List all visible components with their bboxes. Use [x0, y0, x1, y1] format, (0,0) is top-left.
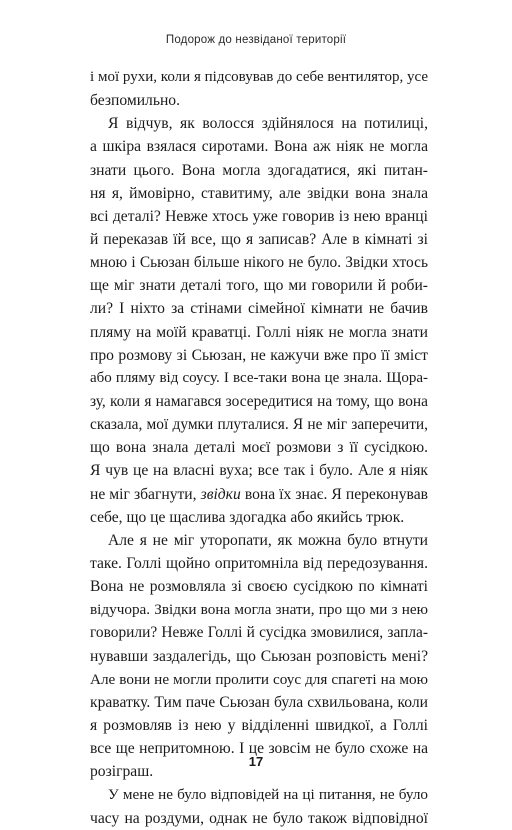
text-line: все ще непритомною. І це зовсім не було схоже на [90, 740, 428, 758]
text-line: Вона не розмовляла зі своєю сусідкою по кімнаті [90, 578, 428, 596]
text-line: Але вони не могли пролити соус для спагеті на мою [90, 670, 428, 688]
text-line: що вона знала деталі моєї розмови з її сусідкою. [90, 439, 428, 457]
text-line: краватку. Тим паче Сьюзан була схвильована, коли [90, 693, 428, 711]
text-line: зу, коли я намагався зосередитися на тому, що вона [90, 392, 428, 410]
text-line: а шкіра взялася сиротами. Вона аж ніяк не могла [90, 138, 428, 156]
body-text [90, 66, 428, 830]
text-line: часу на роздуми, однак не було також відповідної [90, 809, 428, 827]
text-line: Я чув це на власні вуха; все так і було. Але я ніяк [90, 462, 428, 480]
text-line: і мої рухи, коли я підсовував до себе вентилятор, усе [90, 69, 428, 85]
text-line: мною і Сьюзан більше нікого не було. Звідки хтось [90, 254, 428, 272]
text-line: Я відчув, як волосся здійнялося на потилиці, [108, 115, 428, 133]
text-line: Але я не міг уторопати, як можна було втнути [108, 531, 428, 549]
text-line: сказала, мої думки плуталися. Я не міг заперечити, [90, 416, 428, 434]
emphasized-word: звідки [200, 485, 241, 503]
text-line: знати цього. Вона могла здогадатися, які питан- [90, 161, 428, 179]
text-line: всі деталі? Невже хтось уже говорив із нею вранці [90, 207, 428, 225]
text-line: я розмовляв із нею у відділенні швидкої, а Голлі [90, 716, 428, 734]
text-line: відучора. Звідки вона могла знати, про що ми з нею [90, 601, 428, 619]
text-segment: не міг збагнути, [90, 485, 201, 503]
running-head-title: Подорож до незвіданої території [165, 34, 347, 46]
text-segment: вона їх знає. Я переконував [240, 485, 429, 503]
text-line: або пляму від соусу. І все-таки вона це знала. Щора- [90, 369, 428, 386]
text-line: У мене не було відповідей на ці питання, не було [108, 786, 428, 804]
text-line: про розмову зі Сьюзан, не кажучи вже про її зміст [90, 346, 428, 364]
text-line: безпомильно. [90, 92, 180, 110]
text-line [90, 483, 428, 506]
text-line: себе, що це щаслива здогадка або якийсь трюк. [90, 508, 405, 526]
page-number: 17 [248, 754, 264, 769]
text-line: говорили? Невже Голлі й сусідка змовилися, запла- [90, 624, 428, 642]
text-line: таке. Голлі щойно опритомніла від передозування. [90, 554, 428, 572]
text-line: розіграш. [90, 763, 154, 781]
text-line: пляму на моїй краватці. Голлі ніяк не могла знати [90, 323, 428, 341]
text-line: й переказав їй все, що я записав? Але в кімнаті зі [90, 230, 428, 248]
text-line: ще міг знати деталі того, що ми говорили й роби- [90, 277, 428, 295]
text-line: нувавши заздалегідь, що Сьюзан розповість мені? [90, 647, 428, 665]
text-line: ли? І ніхто за стінами сімейної кімнати не бачив [90, 300, 428, 318]
text-line: ня я, ймовірно, ставитиму, але звідки вона знала [90, 184, 428, 202]
